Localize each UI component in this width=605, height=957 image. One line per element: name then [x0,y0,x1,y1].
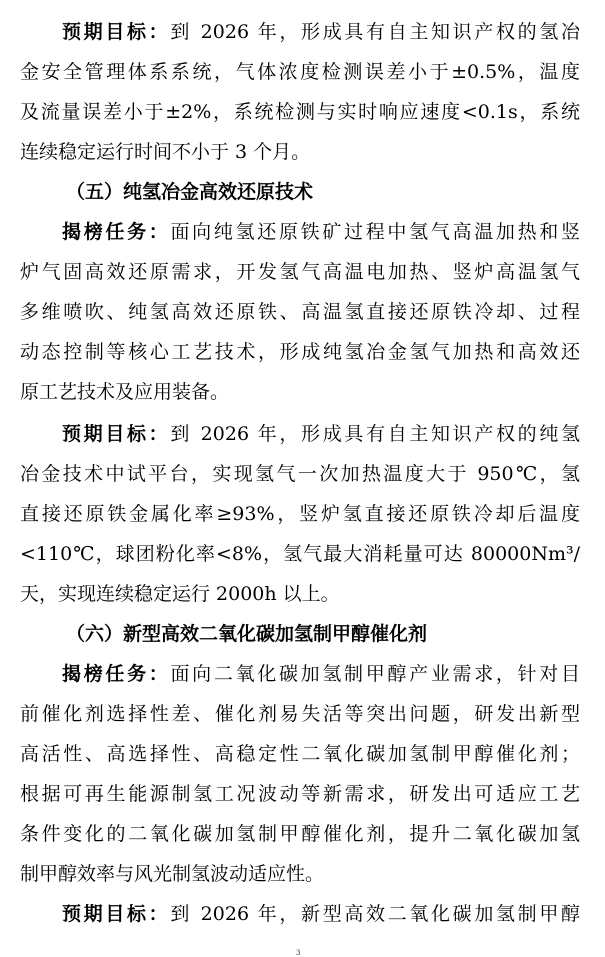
goal-lead-label: 预期目标： [62,21,171,43]
paragraph-goal-1-line-1 [62,12,580,52]
paragraph-goal-1-line-2: 金安全管理体系系统，气体浓度检测误差小于±0.5%，温度 [20,61,580,83]
goal-lead-label: 预期目标： [62,903,171,925]
task-lead-label: 揭榜任务： [62,221,171,243]
goal-text: 到 2026 年，形成具有自主知识产权的氢冶 [170,21,580,43]
section-heading-5: （五）纯氢冶金高效还原技术 [66,181,314,203]
goal-text: 到 2026 年，新型高效二氧化碳加氢制甲醇 [170,903,580,925]
paragraph-goal-5-line-5: 天，实现连续稳定运行 2000h 以上。 [20,583,340,605]
paragraph-task-5-line-3: 多维喷吹、纯氢高效还原铁、高温氢直接还原铁冷却、过程 [20,301,580,323]
section-heading-6: （六）新型高效二氧化碳加氢制甲醇催化剂 [66,623,428,645]
paragraph-goal-5-line-3: 直接还原铁金属化率≥93%，竖炉氢直接还原铁冷却后温度 [20,503,580,525]
goal-text: 到 2026 年，形成具有自主知识产权的纯氢 [170,423,580,445]
paragraph-task-5-line-2: 炉气固高效还原需求，开发氢气高温电加热、竖炉高温氢气 [20,261,580,283]
paragraph-goal-6-line-1 [62,894,580,934]
paragraph-task-6-line-6: 制甲醇效率与风光制氢波动适应性。 [20,863,325,885]
paragraph-goal-5-line-4: <110℃，球团粉化率<8%，氢气最大消耗量可达 80000Nm³/ [20,543,580,565]
paragraph-task-6-line-2: 前催化剂选择性差、催化剂易失活等突出问题，研发出新型 [20,703,580,725]
paragraph-task-5-line-5: 原工艺技术及应用装备。 [20,381,230,403]
paragraph-goal-5-line-1 [62,414,580,454]
paragraph-goal-1-line-4: 连续稳定运行时间不小于 3 个月。 [20,141,311,163]
paragraph-task-6-line-5: 条件变化的二氧化碳加氢制甲醇催化剂，提升二氧化碳加氢 [20,823,580,845]
page-number: 3 [296,949,301,957]
paragraph-task-5-line-4: 动态控制等核心工艺技术，形成纯氢冶金氢气加热和高效还 [20,341,580,363]
task-text: 面向纯氢还原铁矿过程中氢气高温加热和竖 [170,221,580,243]
paragraph-goal-1-line-3: 及流量误差小于±2%，系统检测与实时响应速度<0.1s，系统 [20,101,580,123]
paragraph-goal-5-line-2: 冶金技术中试平台，实现氢气一次加热温度大于 950℃，氢 [20,463,580,485]
task-lead-label: 揭榜任务： [62,663,171,685]
goal-lead-label: 预期目标： [62,423,171,445]
paragraph-task-5-line-1 [62,212,580,252]
paragraph-task-6-line-4: 根据可再生能源制氢工况波动等新需求，研发出可适应工艺 [20,783,580,805]
paragraph-task-6-line-3: 高活性、高选择性、高稳定性二氧化碳加氢制甲醇催化剂； [20,743,580,765]
task-text: 面向二氧化碳加氢制甲醇产业需求，针对目 [170,663,580,685]
paragraph-task-6-line-1 [62,654,580,694]
